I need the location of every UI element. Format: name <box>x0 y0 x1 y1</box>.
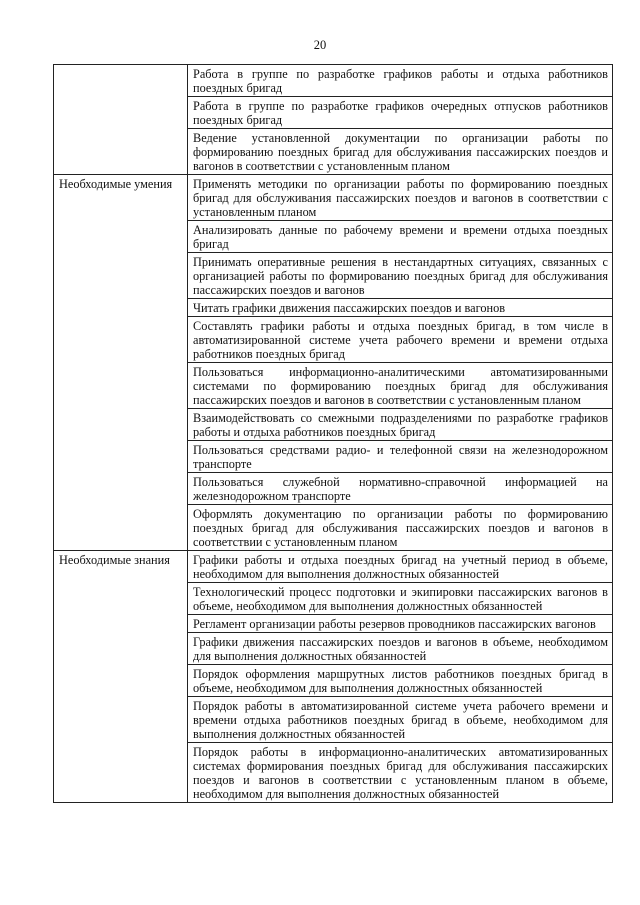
requirements-table <box>53 64 613 803</box>
requirement-item: Регламент организации работы резервов проводников пассажирских вагонов <box>188 615 613 633</box>
section-label: Необходимые знания <box>54 551 188 803</box>
requirement-item: Пользоваться средствами радио- и телефонной связи на железнодорожном транспорте <box>188 441 613 473</box>
requirement-item: Принимать оперативные решения в нестандартных ситуациях, связанных с организацией работы по формированию поездных бригад для обслуживания пассажирских поездов и вагонов <box>188 253 613 299</box>
requirement-item: Применять методики по организации работы по формированию поездных бригад для обслуживания пассажирских поездов и вагонов в соответствии с установленным планом <box>188 175 613 221</box>
requirements-table-body <box>54 65 613 803</box>
section-label <box>54 65 188 175</box>
requirement-item: Порядок оформления маршрутных листов работников поездных бригад в объеме, необходимом для выполнения должностных обязанностей <box>188 665 613 697</box>
requirement-item: Работа в группе по разработке графиков очередных отпусков работников поездных бригад <box>188 97 613 129</box>
requirement-item: Читать графики движения пассажирских поездов и вагонов <box>188 299 613 317</box>
requirement-item: Графики движения пассажирских поездов и вагонов в объеме, необходимом для выполнения должностных обязанностей <box>188 633 613 665</box>
requirement-item: Пользоваться служебной нормативно-справочной информацией на железнодорожном транспорте <box>188 473 613 505</box>
requirement-item: Порядок работы в информационно-аналитических автоматизированных системах формирования поездных бригад для обслуживания пассажирских поездов и вагонов в соответствии с установленным планом в объеме, необходимом для выполнения должностных обязанностей <box>188 743 613 803</box>
table-row <box>54 65 613 97</box>
requirement-item: Оформлять документацию по организации работы по формированию поездных бригад для обслуживания пассажирских поездов и вагонов в соответствии с установленным планом <box>188 505 613 551</box>
requirement-item: Пользоваться информационно-аналитическими автоматизированными системами по формированию поездных бригад для обслуживания пассажирских поездов и вагонов в соответствии с установленным планом <box>188 363 613 409</box>
section-label: Необходимые умения <box>54 175 188 551</box>
requirement-item: Работа в группе по разработке графиков работы и отдыха работников поездных бригад <box>188 65 613 97</box>
requirement-item: Взаимодействовать со смежными подразделениями по разработке графиков работы и отдыха работников поездных бригад <box>188 409 613 441</box>
table-row <box>54 175 613 221</box>
requirement-item: Анализировать данные по рабочему времени и времени отдыха поездных бригад <box>188 221 613 253</box>
requirement-item: Составлять графики работы и отдыха поездных бригад, в том числе в автоматизированной системе учета рабочего времени и времени отдыха работников поездных бригад <box>188 317 613 363</box>
requirement-item: Графики работы и отдыха поездных бригад на учетный период в объеме, необходимом для выполнения должностных обязанностей <box>188 551 613 583</box>
table-row <box>54 551 613 583</box>
requirement-item: Ведение установленной документации по организации работы по формированию поездных бригад для обслуживания пассажирских поездов и вагонов в соответствии с установленным планом <box>188 129 613 175</box>
requirement-item: Технологический процесс подготовки и экипировки пассажирских вагонов в объеме, необходимом для выполнения должностных обязанностей <box>188 583 613 615</box>
page-number: 20 <box>313 38 327 52</box>
requirement-item: Порядок работы в автоматизированной системе учета рабочего времени и времени отдыха работников поездных бригад в объеме, необходимом для выполнения должностных обязанностей <box>188 697 613 743</box>
